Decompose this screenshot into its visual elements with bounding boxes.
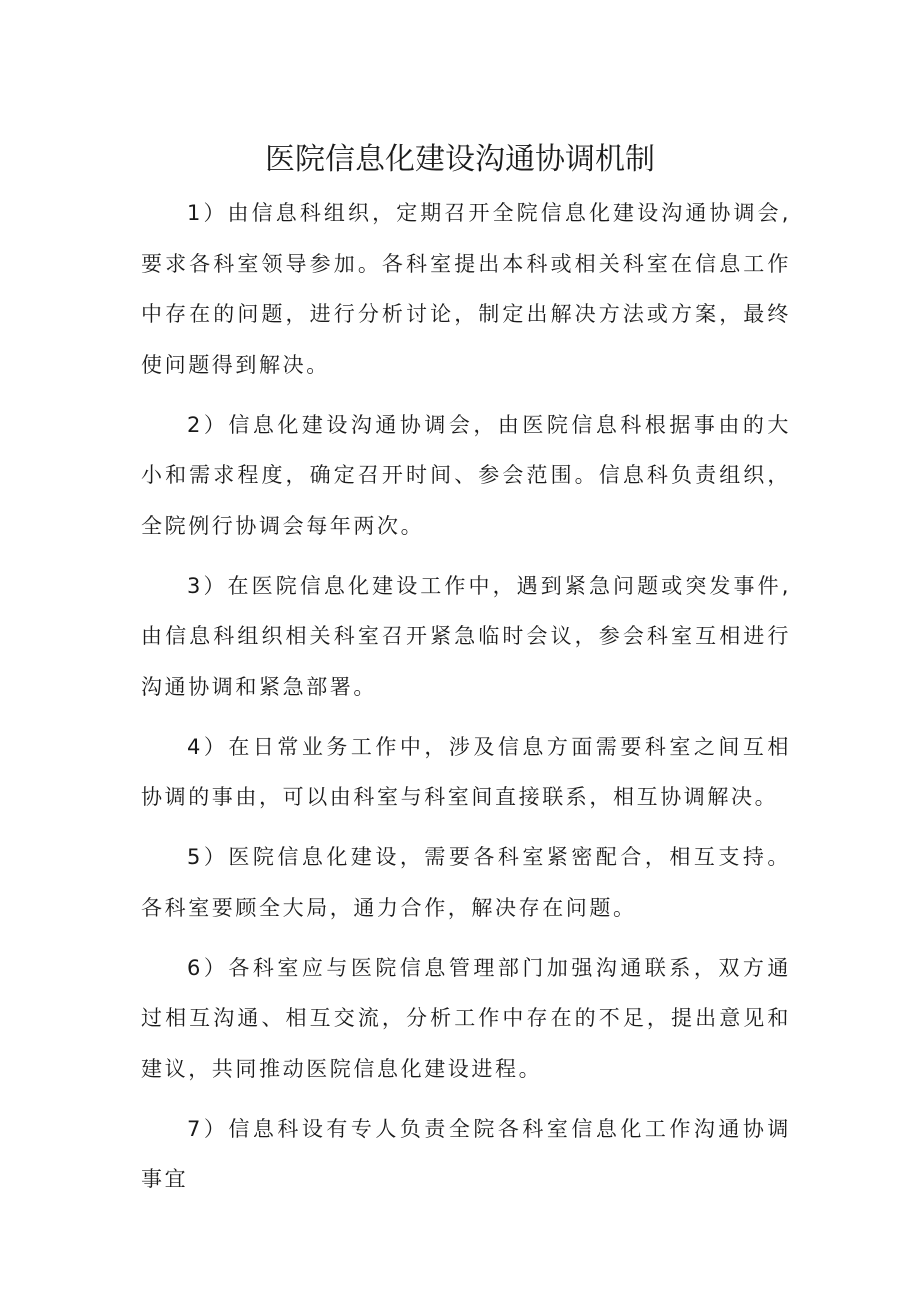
paragraph-3: 3）在医院信息化建设工作中，遇到紧急问题或突发事件,由信息科组织相关科室召开紧急临时会议，参会科室互相进行沟通协调和紧急部署。: [141, 573, 791, 699]
paragraph-5: 5）医院信息化建设，需要各科室紧密配合，相互支持。各科室要顾全大局，通力合作，解决存在问题。: [141, 845, 791, 920]
paragraph-1: 1）由信息科组织，定期召开全院信息化建设沟通协调会,要求各科室领导参加。各科室提出本科或相关科室在信息工作中存在的问题，进行分析讨论，制定出解决方法或方案，最终使问题得到解决。: [141, 201, 791, 377]
document-title: 医院信息化建设沟通协调机制: [265, 142, 655, 177]
paragraph-7: 7）信息科设有专人负责全院各科室信息化工作沟通协调事宜: [141, 1116, 791, 1191]
paragraph-2: 2）信息化建设沟通协调会，由医院信息科根据事由的大小和需求程度，确定召开时间、参会范围。信息科负责组织，全院例行协调会每年两次。: [141, 412, 791, 538]
paragraph-4: 4）在日常业务工作中，涉及信息方面需要科室之间互相协调的事由，可以由科室与科室间直接联系，相互协调解决。: [141, 734, 791, 809]
document-body: [141, 188, 791, 1214]
paragraph-6: 6）各科室应与医院信息管理部门加强沟通联系，双方通过相互沟通、相互交流，分析工作中存在的不足，提出意见和建议，共同推动医院信息化建设进程。: [141, 955, 791, 1081]
